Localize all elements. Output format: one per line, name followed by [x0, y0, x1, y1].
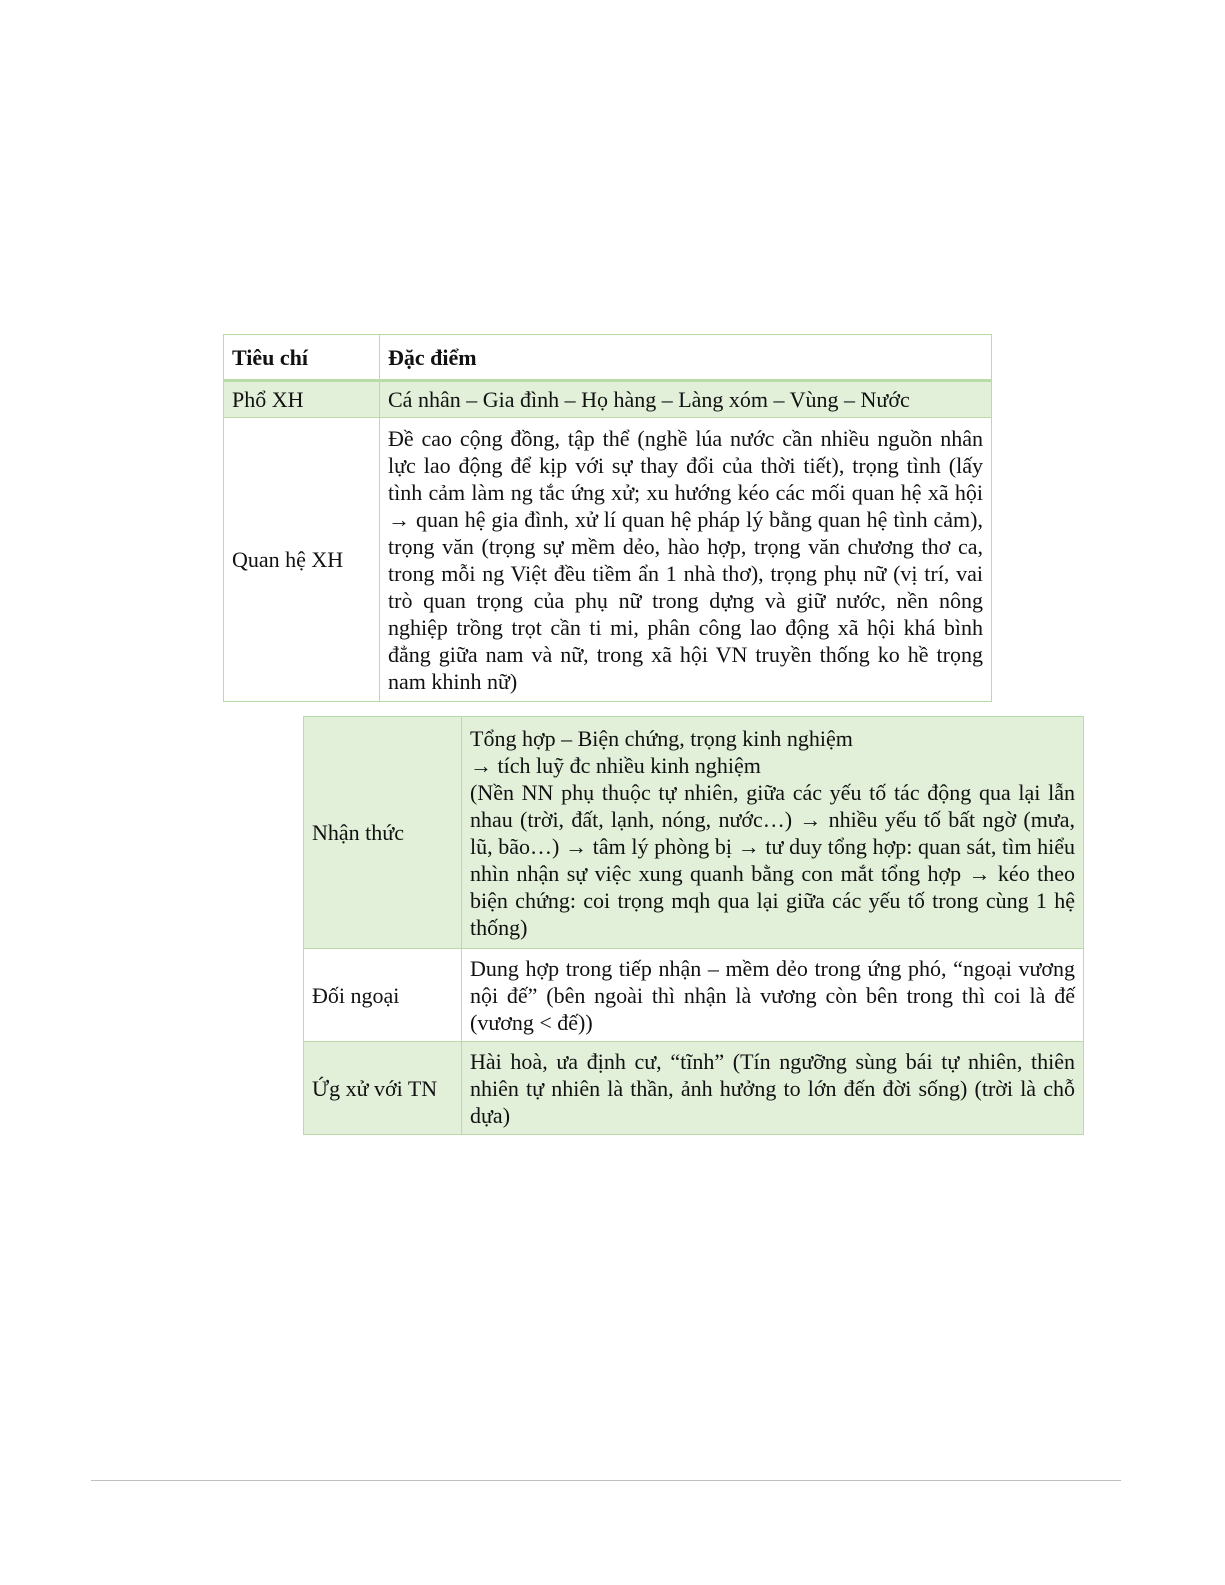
cognition-line-3: (Nền NN phụ thuộc tự nhiên, giữa các yếu tố tác động qua lại lẫn nhau (trời, đất, lạnh, nóng, nước…) → nhiều yếu tố bất ngờ (mưa, lũ, bão…) → tâm lý phòng bị → tư duy tổng hợp: quan sát, tìm hiểu nhìn nhận sự việc xung quanh bằng con mắt tổng hợp → kéo theo biện chứng: coi trọng mqh qua lại giữa các yếu tố trong cùng 1 hệ thống)	[470, 779, 1075, 940]
table-row	[224, 418, 992, 702]
table-row	[224, 381, 992, 418]
criteria-table	[223, 334, 992, 702]
table-header-row	[224, 335, 992, 381]
cognition-line-2: → tích luỹ đc nhiều kinh nghiệm	[470, 752, 761, 778]
footer-divider	[91, 1480, 1121, 1481]
cognition-line-1: Tổng hợp – Biện chứng, trọng kinh nghiệm	[470, 725, 853, 751]
row-label-foreign-relations: Đối ngoại	[304, 949, 462, 1042]
culture-traits-table	[303, 716, 1084, 1135]
row-text-social-relations: Đề cao cộng đồng, tập thể (nghề lúa nước cần nhiều nguồn nhân lực lao động để kịp với sự thay đổi của thời tiết), trọng tình (lấy tình cảm làm ng tắc ứng xử; xu hướng kéo các mối quan hệ xã hội → quan hệ gia đình, xử lí quan hệ pháp lý bằng quan hệ tình cảm), trọng văn (trọng sự mềm dẻo, hào hợp, trọng văn chương thơ ca, trong mỗi ng Việt đều tiềm ẩn 1 nhà thơ), trọng phụ nữ (vị trí, vai trò quan trọng của phụ nữ trong dựng và giữ nước, nền nông nghiệp trồng trọt cần ti mi, phân công lao động xã hội khá bình đẳng giữa nam và nữ, trong xã hội VN truyền thống ko hề trọng nam khinh nữ)	[380, 418, 992, 702]
table-row	[304, 717, 1084, 949]
row-label-social-relations: Quan hệ XH	[224, 418, 380, 702]
row-text-nature-behavior: Hài hoà, ưa định cư, “tĩnh” (Tín ngưỡng sùng bái tự nhiên, thiên nhiên tự nhiên là thần, ảnh hưởng to lớn đến đời sống) (trời là chỗ dựa)	[462, 1042, 1084, 1135]
row-label-social-spectrum: Phổ XH	[224, 381, 380, 418]
row-label-cognition: Nhận thức	[304, 717, 462, 949]
table-row	[304, 1042, 1084, 1135]
header-characteristics: Đặc điểm	[380, 335, 992, 381]
row-text-social-spectrum: Cá nhân – Gia đình – Họ hàng – Làng xóm – Vùng – Nước	[380, 381, 992, 418]
row-text-cognition	[462, 717, 1084, 949]
header-criteria: Tiêu chí	[224, 335, 380, 381]
row-label-nature-behavior: Ứg xử với TN	[304, 1042, 462, 1135]
row-text-foreign-relations: Dung hợp trong tiếp nhận – mềm dẻo trong ứng phó, “ngoại vương nội đế” (bên ngoài thì nhận là vương còn bên trong thì coi là đế (vương < đế))	[462, 949, 1084, 1042]
table-row	[304, 949, 1084, 1042]
